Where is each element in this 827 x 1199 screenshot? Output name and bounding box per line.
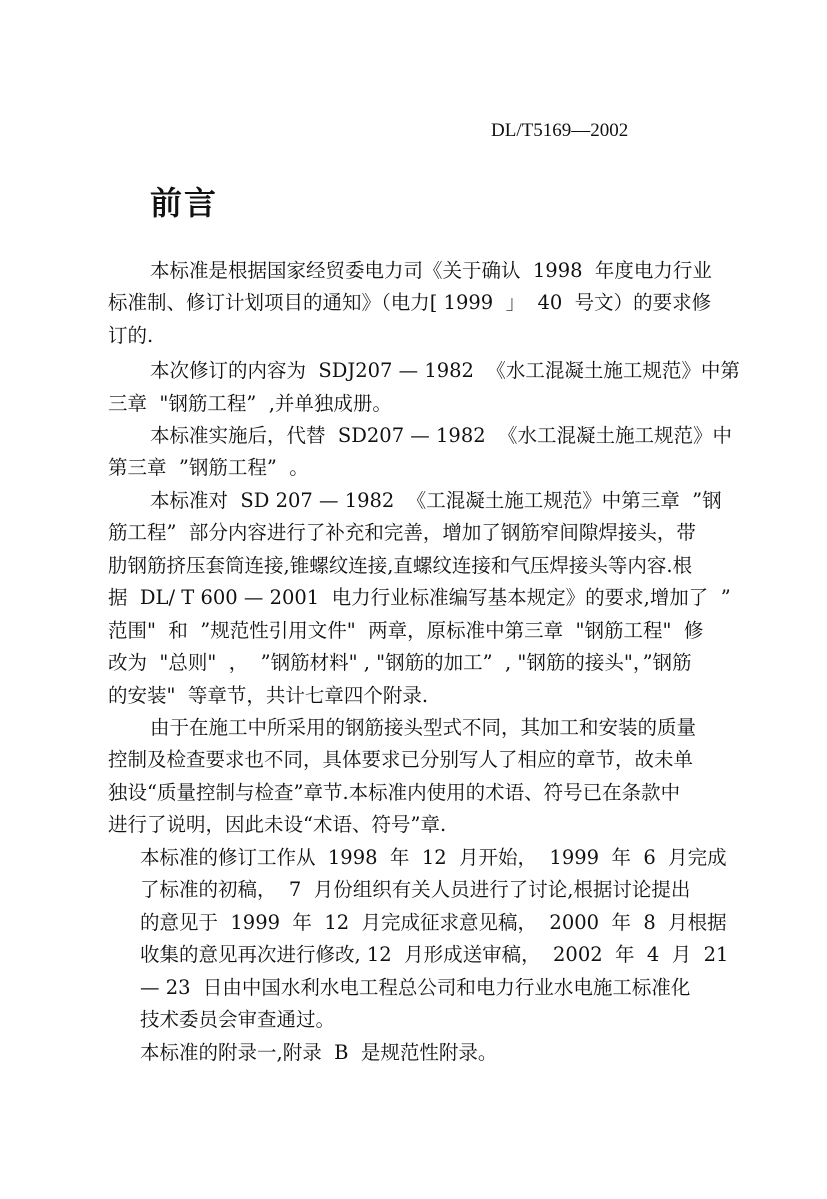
body-line: 本标准实施后，代替 SD207 — 1982 《水工混凝土施工规范》中: [150, 424, 733, 447]
body-line: 的意见于 1999 年 12 月完成征求意见稿， 2000 年 8 月根据: [140, 911, 727, 934]
body-line: 范围" 和 ”规范性引用文件" 两章，原标准中第三章 "钢筋工程" 修: [108, 619, 704, 642]
page-title: 前言: [150, 184, 219, 222]
body-line: 本标准对 SD 207 — 1982 《工混凝土施工规范》中第三章 ”钢: [150, 489, 722, 512]
body-line: 订的.: [108, 324, 154, 347]
body-line: 筋工程” 部分内容进行了补充和完善，增加了钢筋窄间隙焊接头，带: [108, 521, 696, 544]
body-line: 控制及检查要求也不同，具体要求已分别写人了相应的章节，故未单: [108, 748, 694, 771]
body-line: — 23 日由中国水利水电工程总公司和电力行业水电施工标准化: [140, 976, 691, 999]
body-line: 第三章 ”钢筋工程” 。: [108, 456, 309, 479]
body-line: 技术委员会审查通过。: [140, 1008, 336, 1031]
body-line: 独设“质量控制与检查”章节.本标准内使用的术语、符号已在条款中: [108, 781, 681, 804]
body-line: 本标准是根据国家经贸委电力司《关于确认 1998 年度电力行业: [150, 259, 712, 282]
body-line: 进行了说明，因此未设“术语、符号”章.: [108, 813, 447, 836]
body-line: 由于在施工中所采用的钢筋接头型式不同，其加工和安装的质量: [150, 716, 697, 739]
document-code: DL/T5169—2002: [491, 120, 629, 141]
body-line: 本次修订的内容为 SDJ207 — 1982 《水工混凝土施工规范》中第: [150, 359, 740, 382]
body-line: 的安装" 等章节，共计七章四个附录.: [108, 684, 429, 707]
body-line: 本标准的修订工作从 1998 年 12 月开始， 1999 年 6 月完成: [140, 846, 727, 869]
body-line: 本标准的附录一,附录 B 是规范性附录。: [140, 1041, 498, 1064]
body-line: 收集的意见再次进行修改, 12 月形成送审稿， 2002 年 4 月 21: [140, 943, 729, 966]
body-line: 了标准的初稿， 7 月份组织有关人员进行了讨论,根据讨论提出: [140, 878, 691, 901]
body-line: 标准制、修订计划项目的通知》（电力[ 1999 」 40 号文）的要求修: [108, 291, 712, 314]
body-line: 肋钢筋挤压套筒连接,锥螺纹连接,直螺纹连接和气压焊接头等内容.根: [108, 554, 693, 577]
body-line: 三章 "钢筋工程” ,并单独成册。: [108, 392, 392, 415]
body-line: 改为 "总则" ， ”钢筋材料" , "钢筋的加工” , "钢筋的接头"，”钢筋: [108, 651, 692, 674]
body-line: 据 DL/ T 600 — 2001 电力行业标准编写基本规定》的要求,增加了 ”: [108, 586, 731, 609]
